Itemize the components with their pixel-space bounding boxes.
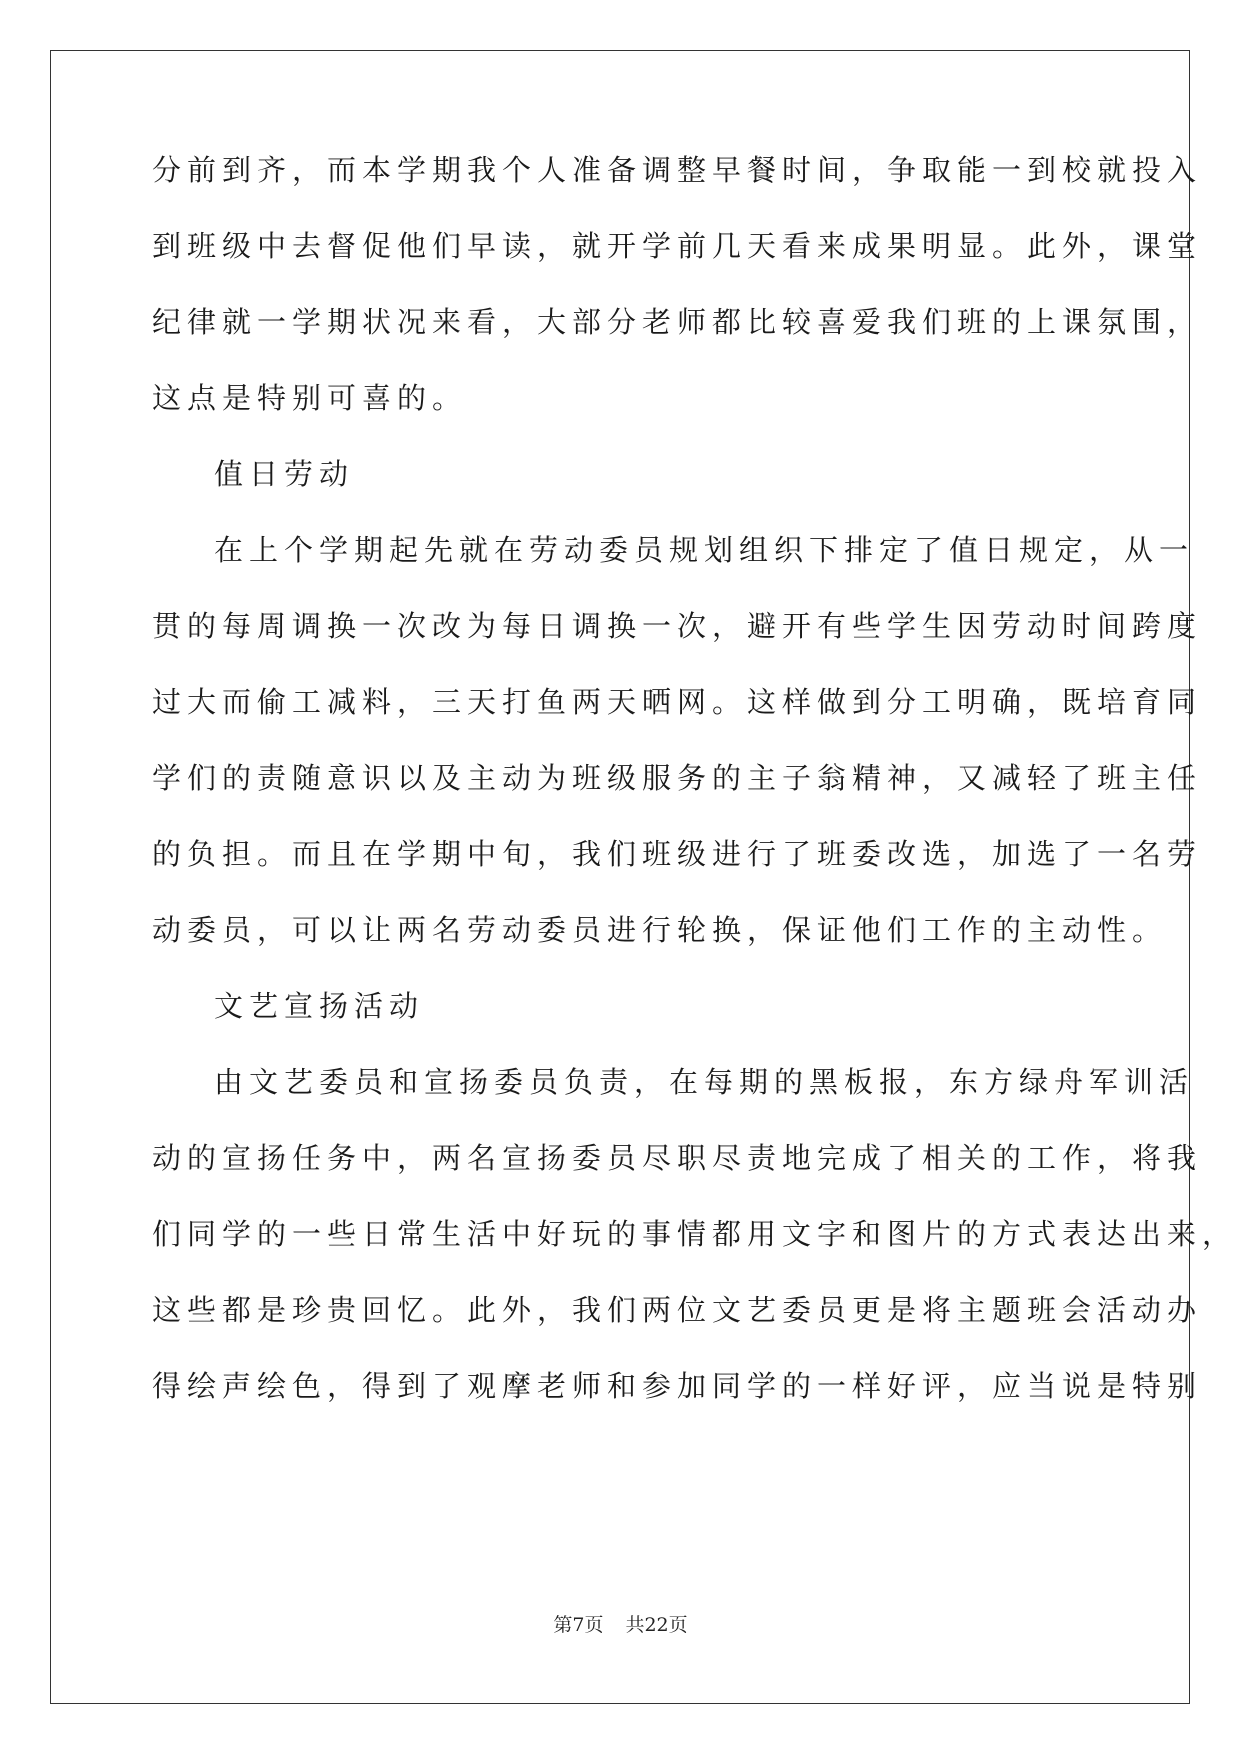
text-line: 学们的责随意识以及主动为班级服务的主子翁精神，又减轻了班主任 xyxy=(152,761,1203,795)
text-line: 到班级中去督促他们早读，就开学前几天看来成果明显。此外，课堂 xyxy=(152,229,1203,263)
page-total: 共22页 xyxy=(625,1614,688,1636)
page-footer xyxy=(0,1610,1241,1640)
text-line: 纪律就一学期状况来看，大部分老师都比较喜爱我们班的上课氛围， xyxy=(152,305,1203,339)
paragraph-first-line: 在上个学期起先就在劳动委员规划组织下排定了值日规定，从一 xyxy=(214,533,1195,567)
text-line: 分前到齐，而本学期我个人准备调整早餐时间，争取能一到校就投入 xyxy=(152,153,1203,187)
text-line: 的负担。而且在学期中旬，我们班级进行了班委改选，加选了一名劳 xyxy=(152,837,1203,871)
text-line: 动的宣扬任务中，两名宣扬委员尽职尽责地完成了相关的工作，将我 xyxy=(152,1141,1203,1175)
text-line: 动委员，可以让两名劳动委员进行轮换，保证他们工作的主动性。 xyxy=(152,913,1168,947)
page-number: 第7页 xyxy=(553,1614,604,1636)
section-heading: 文艺宣扬活动 xyxy=(214,989,425,1023)
page-border xyxy=(50,50,1238,1704)
text-line: 这点是特别可喜的。 xyxy=(152,381,468,415)
paragraph-first-line: 由文艺委员和宣扬委员负责，在每期的黑板报，东方绿舟军训活 xyxy=(214,1065,1195,1099)
section-heading: 值日劳动 xyxy=(214,457,355,491)
text-line: 过大而偷工减料，三天打鱼两天晒网。这样做到分工明确，既培育同 xyxy=(152,685,1203,719)
text-line: 们同学的一些日常生活中好玩的事情都用文字和图片的方式表达出来， xyxy=(152,1217,1238,1251)
text-line: 得绘声绘色，得到了观摩老师和参加同学的一样好评，应当说是特别 xyxy=(152,1369,1203,1403)
text-line: 贯的每周调换一次改为每日调换一次，避开有些学生因劳动时间跨度 xyxy=(152,609,1203,643)
text-line: 这些都是珍贵回忆。此外，我们两位文艺委员更是将主题班会活动办 xyxy=(152,1293,1203,1327)
